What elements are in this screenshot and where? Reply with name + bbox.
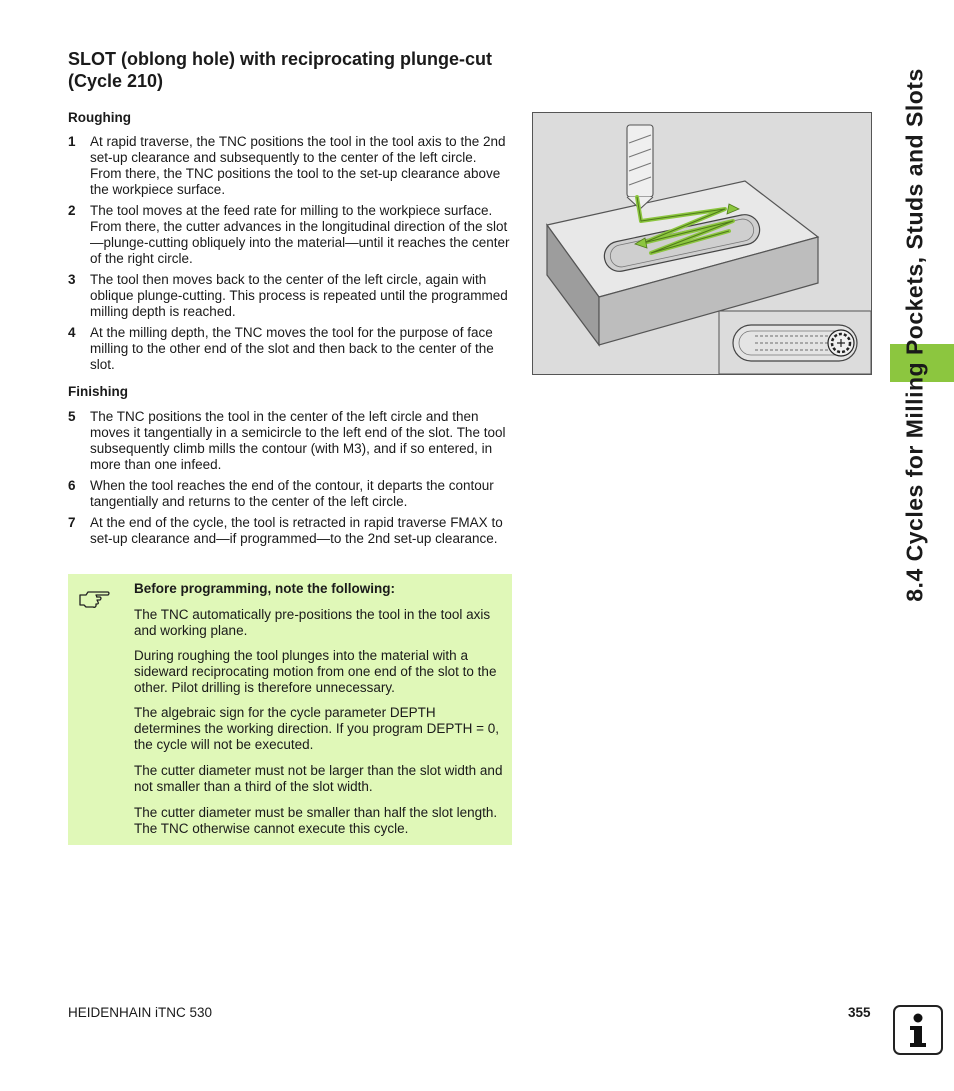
top-view-inset bbox=[719, 311, 871, 374]
step-text: The tool then moves back to the center of the left circle, again with oblique plunge-cutting. This process is repeated until the programmed milling depth is reached. bbox=[90, 272, 508, 319]
chapter-title-vertical bbox=[895, 50, 935, 620]
finishing-steps bbox=[68, 409, 510, 552]
note-paragraph: During roughing the tool plunges into the material with a sideward reciprocating motion from one end of the slot to the other. Pilot drilling is therefore unnecessary. bbox=[134, 648, 497, 695]
info-glyph bbox=[895, 1007, 941, 1053]
step-6 bbox=[68, 478, 510, 510]
workpiece-drawing bbox=[533, 113, 871, 374]
info-icon bbox=[893, 1005, 943, 1055]
note-paragraph: The TNC automatically pre-positions the tool in the tool axis and working plane. bbox=[134, 607, 491, 638]
step-number: 7 bbox=[68, 515, 76, 530]
milling-tool-icon bbox=[627, 125, 653, 209]
step-text: The tool moves at the feed rate for milling to the workpiece surface. From there, the cutter advances in the longitudinal direction of the slot—plunge-cutting obliquely into the material—until it reaches the center of the right circle. bbox=[90, 203, 510, 266]
section-title: SLOT (oblong hole) with reciprocating plunge-cut (Cycle 210) bbox=[68, 49, 492, 91]
step-1 bbox=[68, 134, 510, 198]
chapter-title: 8.4 Cycles for Milling Pockets, Studs and Slots bbox=[901, 68, 928, 602]
step-number: 3 bbox=[68, 272, 76, 287]
step-number: 4 bbox=[68, 325, 76, 340]
footer-product: HEIDENHAIN iTNC 530 bbox=[68, 1005, 213, 1020]
note-box bbox=[68, 574, 512, 845]
note-heading: Before programming, note the following: bbox=[134, 581, 395, 596]
note-paragraph: The cutter diameter must not be larger than the slot width and not smaller than a third of the slot width. bbox=[134, 763, 503, 794]
step-text: At the end of the cycle, the tool is retracted in rapid traverse FMAX to set-up clearance and—if programmed—to the 2nd set-up clearance. bbox=[90, 515, 503, 546]
step-text: At the milling depth, the TNC moves the tool for the purpose of face milling to the other end of the slot and then back to the center of the slot. bbox=[90, 325, 494, 372]
step-number: 1 bbox=[68, 134, 76, 149]
step-7 bbox=[68, 515, 510, 547]
step-5 bbox=[68, 409, 510, 473]
slot-milling-illustration bbox=[532, 112, 872, 375]
pointing-hand-icon bbox=[78, 586, 112, 610]
step-text: The TNC positions the tool in the center of the left circle and then moves it tangentially in a semicircle to the left end of the slot. The tool subsequently climb mills the contour (with M3), and if so entered, in more than one infeed. bbox=[90, 409, 506, 472]
step-text: At rapid traverse, the TNC positions the tool in the tool axis to the 2nd set-up clearance and subsequently to the center of the left circle. From there, the TNC positions the tool to the set-up clearance above the workpiece surface. bbox=[90, 134, 506, 197]
step-4 bbox=[68, 325, 510, 373]
step-text: When the tool reaches the end of the contour, it departs the contour tangentially and returns to the center of the left circle. bbox=[90, 478, 494, 509]
step-number: 5 bbox=[68, 409, 76, 424]
note-paragraph: The algebraic sign for the cycle parameter DEPTH determines the working direction. If you program DEPTH = 0, the cycle will not be executed. bbox=[134, 705, 500, 752]
step-number: 2 bbox=[68, 203, 76, 218]
finishing-heading: Finishing bbox=[68, 384, 128, 399]
step-3 bbox=[68, 272, 510, 320]
step-number: 6 bbox=[68, 478, 76, 493]
roughing-heading: Roughing bbox=[68, 110, 131, 125]
roughing-steps bbox=[68, 134, 510, 378]
note-paragraph: The cutter diameter must be smaller than half the slot length. The TNC otherwise cannot execute this cycle. bbox=[134, 805, 498, 836]
step-2 bbox=[68, 203, 510, 267]
page-number: 355 bbox=[848, 1005, 871, 1020]
